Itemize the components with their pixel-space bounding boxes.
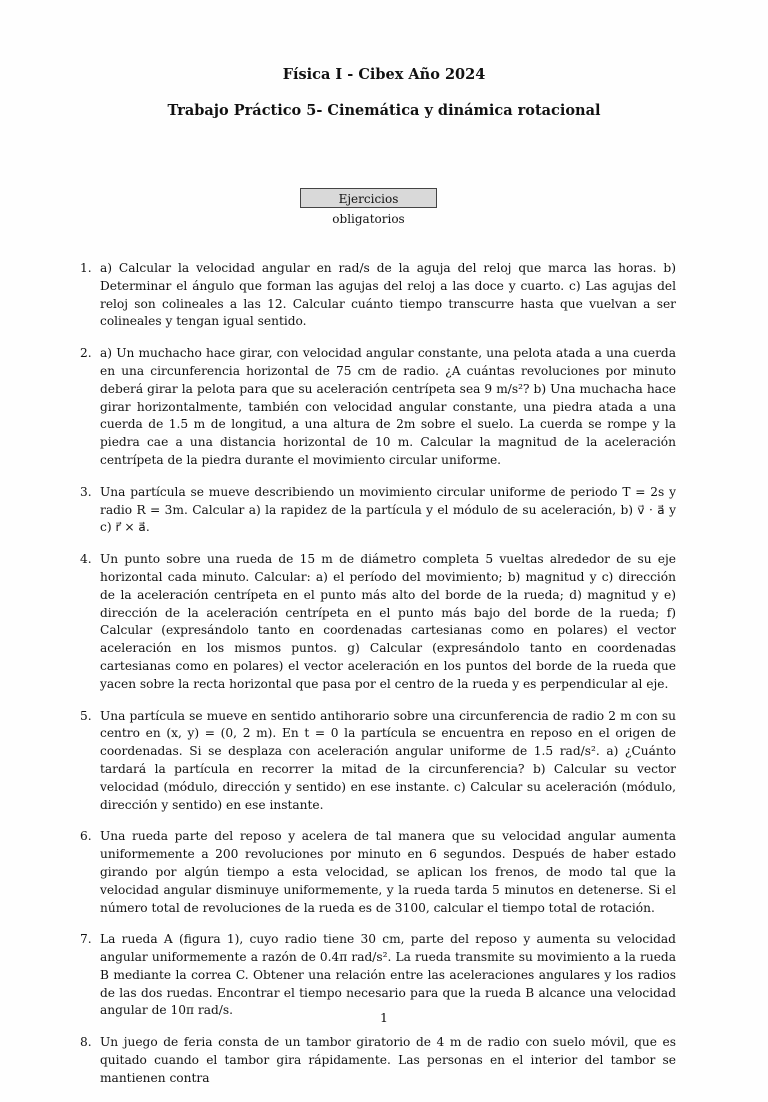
exercise-item [80, 708, 676, 815]
exercise-item [80, 345, 676, 470]
exercise-number: 5. [80, 708, 92, 723]
exercise-text: Una rueda parte del reposo y acelera de tal manera que su velocidad angular aumenta uniformemente a 200 revoluciones por minuto en 6 segundos. Después de haber estado girando por algún tiempo a esta velocidad, se aplican los frenos, de modo tal que la velocidad angular disminuye uniformemente, y la rueda tarda 5 minutos en detenerse. Si el número total de revoluciones de la rueda es de 3100, calcular el tiempo total de rotación. [100, 829, 676, 915]
exercise-text: Un juego de feria consta de un tambor giratorio de 4 m de radio con suelo móvil, que es quitado cuando el tambor gira rápidamente. Las personas en el interior del tambor se mantienen contra [100, 1035, 676, 1085]
exercise-text: a) Calcular la velocidad angular en rad/s de la aguja del reloj que marca las horas. b) Determinar el ángulo que forman las agujas del reloj a las doce y cuarto. c) Las agujas del reloj son colineales a las 12. Calcular cuánto tiempo transcurre hasta que vuelvan a ser colineales y tengan igual sentido. [100, 261, 676, 329]
exercise-item [80, 931, 676, 1020]
exercise-number: 7. [80, 932, 92, 947]
exercise-item [80, 484, 676, 537]
exercise-text: La rueda A (figura 1), cuyo radio tiene 30 cm, parte del reposo y aumenta su velocidad angular uniformemente a razón de 0.4π rad/s². La rueda transmite su movimiento a la rueda B mediante la correa C. Obtener una relación entre las aceleraciones angulares y los radios de las dos ruedas. Encontrar el tiempo necesario para que la rueda B alcance una velocidad angular de 10π rad/s. [100, 932, 676, 1018]
exercise-number: 3. [80, 484, 92, 499]
exercise-list [80, 260, 676, 1102]
section-label-box: Ejercicios obligatorios [300, 188, 437, 208]
document-title: Física I - Cibex Año 2024 [282, 66, 486, 83]
exercise-text: Un punto sobre una rueda de 15 m de diámetro completa 5 vueltas alrededor de su eje horizontal cada minuto. Calcular: a) el período del movimiento; b) magnitud y c) dirección de la aceleración centrípeta en el punto más alto del borde de la rueda; d) magnitud y e) dirección de la aceleración centrípeta en el punto más bajo del borde de la rueda; f) Calcular (expresándolo tanto en coordenadas cartesianas como en polares) el vector aceleración en los mismos puntos. g) Calcular (expresándolo tanto en coordenadas cartesianas como en polares) el vector aceleración en los puntos del borde de la rueda que yacen sobre la recta horizontal que pasa por el centro de la rueda y es perpendicular al eje. [100, 552, 676, 691]
page-number: 1 [380, 1010, 388, 1025]
exercise-number: 4. [80, 552, 92, 567]
exercise-number: 6. [80, 829, 92, 844]
exercise-item [80, 260, 676, 331]
document-subtitle: Trabajo Práctico 5- Cinemática y dinámica rotacional [167, 102, 601, 119]
exercise-item [80, 828, 676, 917]
exercise-text: Una partícula se mueve en sentido antihorario sobre una circunferencia de radio 2 m con su centro en (x, y) = (0, 2 m). En t = 0 la partícula se encuentra en reposo en el origen de coordenadas. Si se desplaza con aceleración angular uniforme de 1.5 rad/s². a) ¿Cuánto tardará la partícula en recorrer la mitad de la circunferencia? b) Calcular su vector velocidad (módulo, dirección y sentido) en ese instante. c) Calcular su aceleración (módulo, dirección y sentido) en ese instante. [100, 708, 676, 812]
exercise-item [80, 1034, 676, 1087]
exercise-number: 2. [80, 346, 92, 361]
exercise-text: Una partícula se mueve describiendo un movimiento circular uniforme de periodo T = 2s y radio R = 3m. Calcular a) la rapidez de la partícula y el módulo de su aceleración, b) v⃗ · a⃗ y c) r⃗ × a⃗. [100, 484, 676, 535]
exercise-number: 1. [80, 261, 92, 275]
exercise-number: 8. [80, 1035, 92, 1050]
exercise-text: a) Un muchacho hace girar, con velocidad angular constante, una pelota atada a una cuerda en una circunferencia horizontal de 75 cm de radio. ¿A cuántas revoluciones por minuto deberá girar la pelota para que su aceleración centrípeta sea 9 m/s²? b) Una muchacha hace girar horizontalmente, también con velocidad angular constante, una piedra atada a una cuerda de 1.5 m de longitud, a una altura de 2m sobre el suelo. La cuerda se rompe y la piedra cae a una distancia horizontal de 10 m. Calcular la magnitud de la aceleración centrípeta de la piedra durante el movimiento circular uniforme. [100, 346, 676, 467]
exercise-item [80, 551, 676, 693]
